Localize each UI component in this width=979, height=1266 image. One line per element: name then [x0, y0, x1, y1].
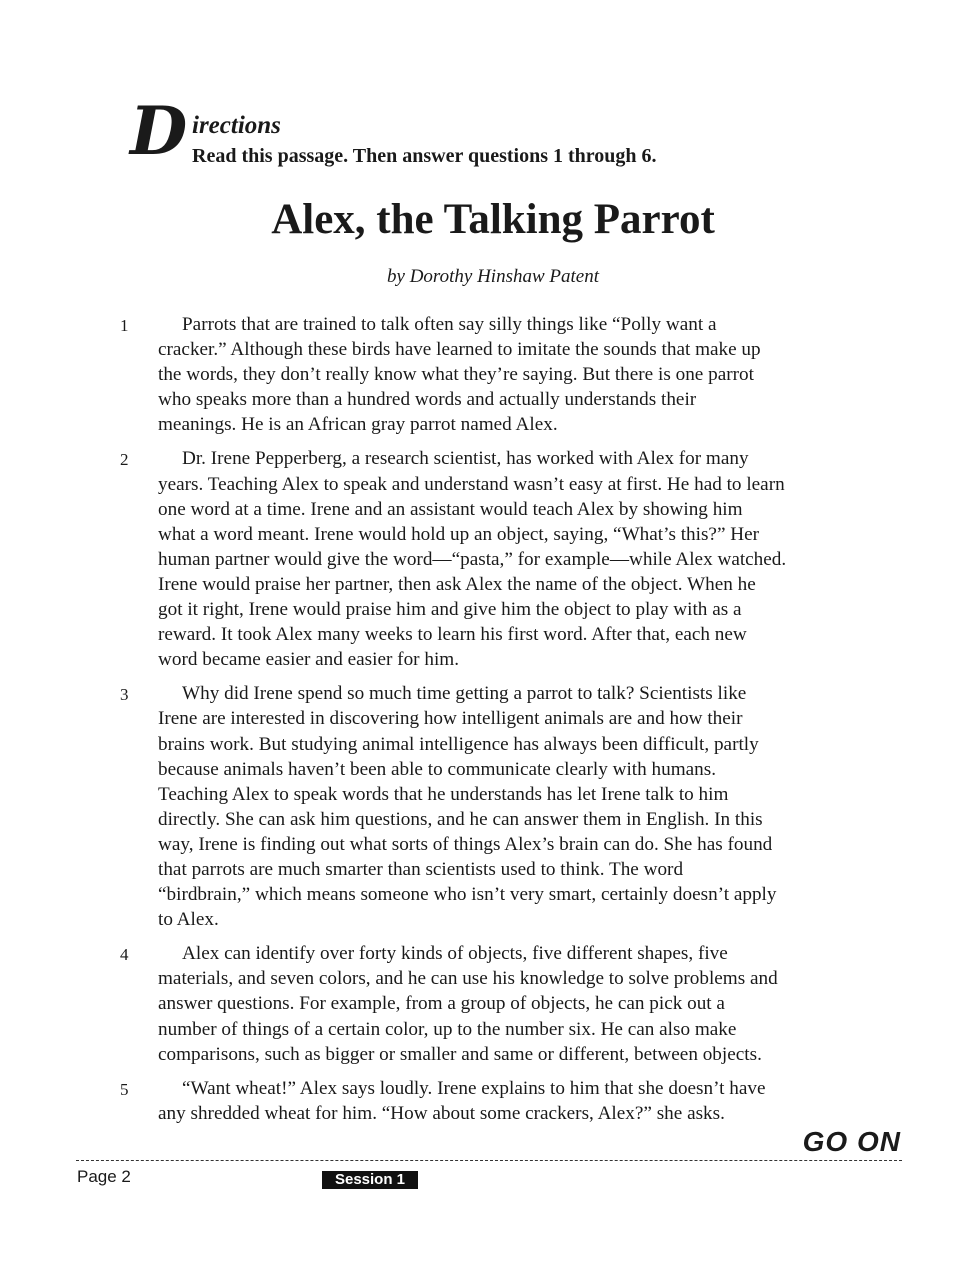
paragraph-line: one word at a time. Irene and an assistant would teach Alex by showing him	[158, 498, 743, 520]
paragraph-line: to Alex.	[158, 909, 219, 931]
paragraph-line: comparisons, such as bigger or smaller and same or different, between objects.	[158, 1043, 762, 1065]
go-on-label: GO ON	[802, 1126, 901, 1157]
paragraph-line: any shredded wheat for him. “How about some crackers, Alex?” she asks.	[158, 1102, 725, 1124]
paragraph-line: human partner would give the word—“pasta,” for example—while Alex watched.	[158, 548, 787, 570]
paragraph-text	[158, 941, 830, 1066]
paragraph-line: “birdbrain,” which means someone who isn’t very smart, certainly doesn’t apply	[158, 884, 777, 906]
paragraph-number: 3	[120, 685, 129, 705]
paragraph-3	[0, 681, 979, 932]
paragraph-1	[0, 312, 979, 437]
passage-body	[0, 312, 979, 1135]
paragraph-text	[158, 446, 830, 672]
paragraph-line: Teaching Alex to speak words that he understands has let Irene talk to him	[158, 783, 729, 805]
directions-block	[130, 92, 830, 174]
paragraph-line: “Want wheat!” Alex says loudly. Irene explains to him that she doesn’t have	[182, 1077, 766, 1099]
paragraph-line: answer questions. For example, from a group of objects, he can pick out a	[158, 993, 725, 1015]
directions-text: Read this passage. Then answer questions 1 through 6.	[192, 145, 657, 167]
passage-title: Alex, the Talking Parrot	[271, 196, 715, 243]
directions-heading: irections	[192, 112, 281, 139]
paragraph-5	[0, 1076, 979, 1126]
paragraph-line: cracker.” Although these birds have learned to imitate the sounds that make up	[158, 339, 761, 361]
paragraph-number: 2	[120, 450, 129, 470]
paragraph-line: years. Teaching Alex to speak and understand wasn’t easy at first. He had to learn	[158, 473, 785, 495]
paragraph-line: Dr. Irene Pepperberg, a research scientist, has worked with Alex for many	[182, 448, 749, 470]
paragraph-line: materials, and seven colors, and he can use his knowledge to solve problems and	[158, 968, 778, 990]
paragraph-line: directly. She can ask him questions, and he can answer them in English. In this	[158, 808, 763, 830]
paragraph-number: 5	[120, 1079, 129, 1099]
paragraph-text	[158, 681, 830, 932]
paragraph-4	[0, 941, 979, 1066]
paragraph-line: word became easier and easier for him.	[158, 649, 459, 671]
paragraph-line: Alex can identify over forty kinds of objects, five different shapes, five	[182, 943, 728, 965]
paragraph-line: that parrots are much smarter than scientists used to think. The word	[158, 858, 684, 880]
paragraph-line: Why did Irene spend so much time getting a parrot to talk? Scientists like	[182, 683, 747, 705]
page-number: Page 2	[77, 1167, 131, 1186]
paragraph-line: because animals haven’t been able to communicate clearly with humans.	[158, 758, 717, 780]
paragraph-line: got it right, Irene would praise him and give him the object to play with as a	[158, 599, 742, 621]
paragraph-line: Irene would praise her partner, then ask Alex the name of the object. When he	[158, 573, 756, 595]
paragraph-line: way, Irene is finding out what sorts of things Alex’s brain can do. She has found	[158, 833, 773, 855]
paragraph-line: meanings. He is an African gray parrot named Alex.	[158, 414, 558, 436]
paragraph-line: brains work. But studying animal intelligence has always been difficult, partly	[158, 733, 759, 755]
paragraph-line: number of things of a certain color, up to the number six. He can also make	[158, 1018, 737, 1040]
paragraph-line: the words, they don’t really know what they’re saying. But there is one parrot	[158, 364, 754, 386]
paragraph-2	[0, 446, 979, 672]
paragraph-text	[158, 312, 830, 437]
paragraph-number: 1	[120, 316, 129, 335]
paragraph-text	[158, 1076, 830, 1126]
session-badge: Session 1	[322, 1171, 418, 1189]
paragraph-line: Irene are interested in discovering how intelligent animals are and how their	[158, 708, 743, 730]
paragraph-line: what a word meant. Irene would hold up an object, saying, “What’s this?” Her	[158, 523, 760, 545]
paragraph-line: Parrots that are trained to talk often say silly things like “Polly want a	[182, 314, 717, 335]
directions-dropcap: D	[130, 92, 188, 170]
footer-divider	[76, 1160, 902, 1161]
paragraph-line: reward. It took Alex many weeks to learn his first word. After that, each new	[158, 624, 747, 646]
passage-byline: by Dorothy Hinshaw Patent	[387, 266, 599, 287]
paragraph-number: 4	[120, 945, 129, 965]
paragraph-line: who speaks more than a hundred words and actually understands their	[158, 389, 697, 411]
